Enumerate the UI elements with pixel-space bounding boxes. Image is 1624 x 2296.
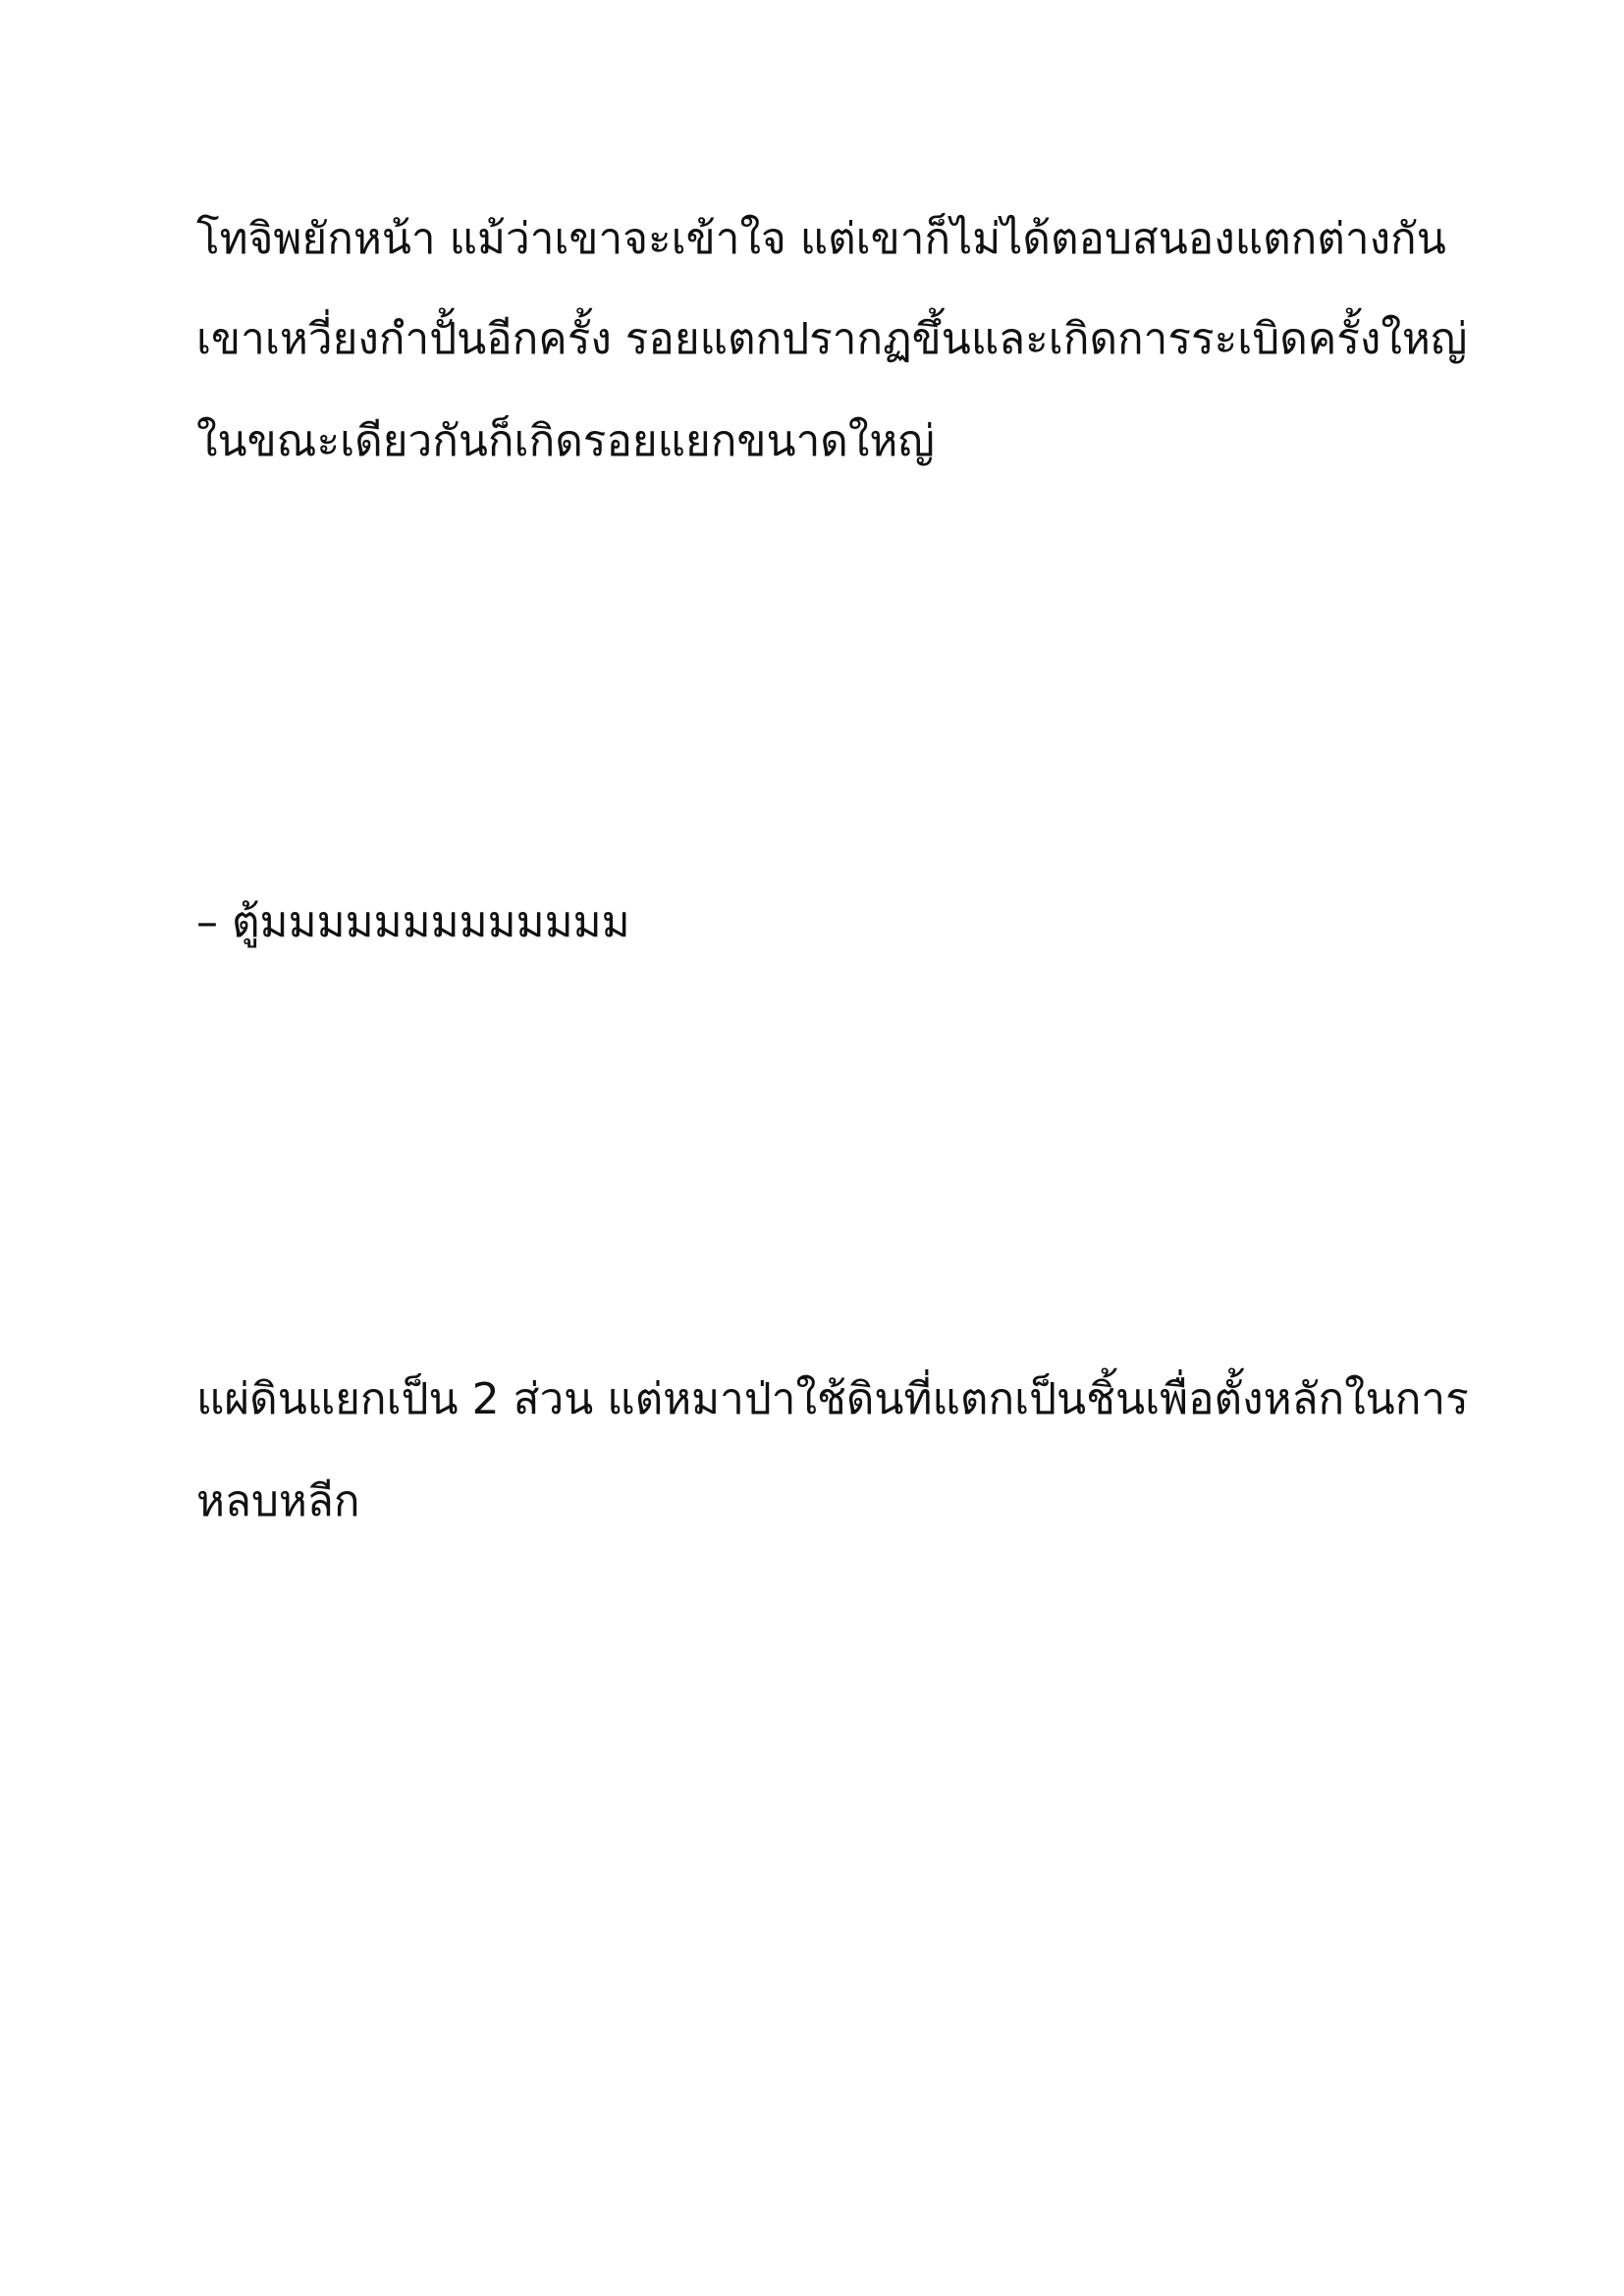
paragraph-2-line-2: หลบหลีก [196, 1476, 360, 1526]
paragraph-1-line-2: เขาเหวี่ยงกำปั้นอีกครั้ง รอยแตกปรากฏขึ้นและเกิดการระเบิดครั้งใหญ่ [196, 314, 1468, 364]
sound-effect-line: – ตู้มมมมมมมมมมมมม [196, 897, 630, 947]
paragraph-2-line-1: แผ่ดินแยกเป็น 2 ส่วน แต่หมาป่าใช้ดินที่แตกเป็นชิ้นเพื่อตั้งหลักในการ [196, 1374, 1469, 1424]
paragraph-1-line-1: โทจิพยักหน้า แม้ว่าเขาจะเข้าใจ แต่เขาก็ไม่ได้ตอบสนองแตกต่างกัน [196, 214, 1446, 264]
paragraph-1-line-3: ในขณะเดียวกันก็เกิดรอยแยกขนาดใหญ่ [196, 416, 935, 466]
